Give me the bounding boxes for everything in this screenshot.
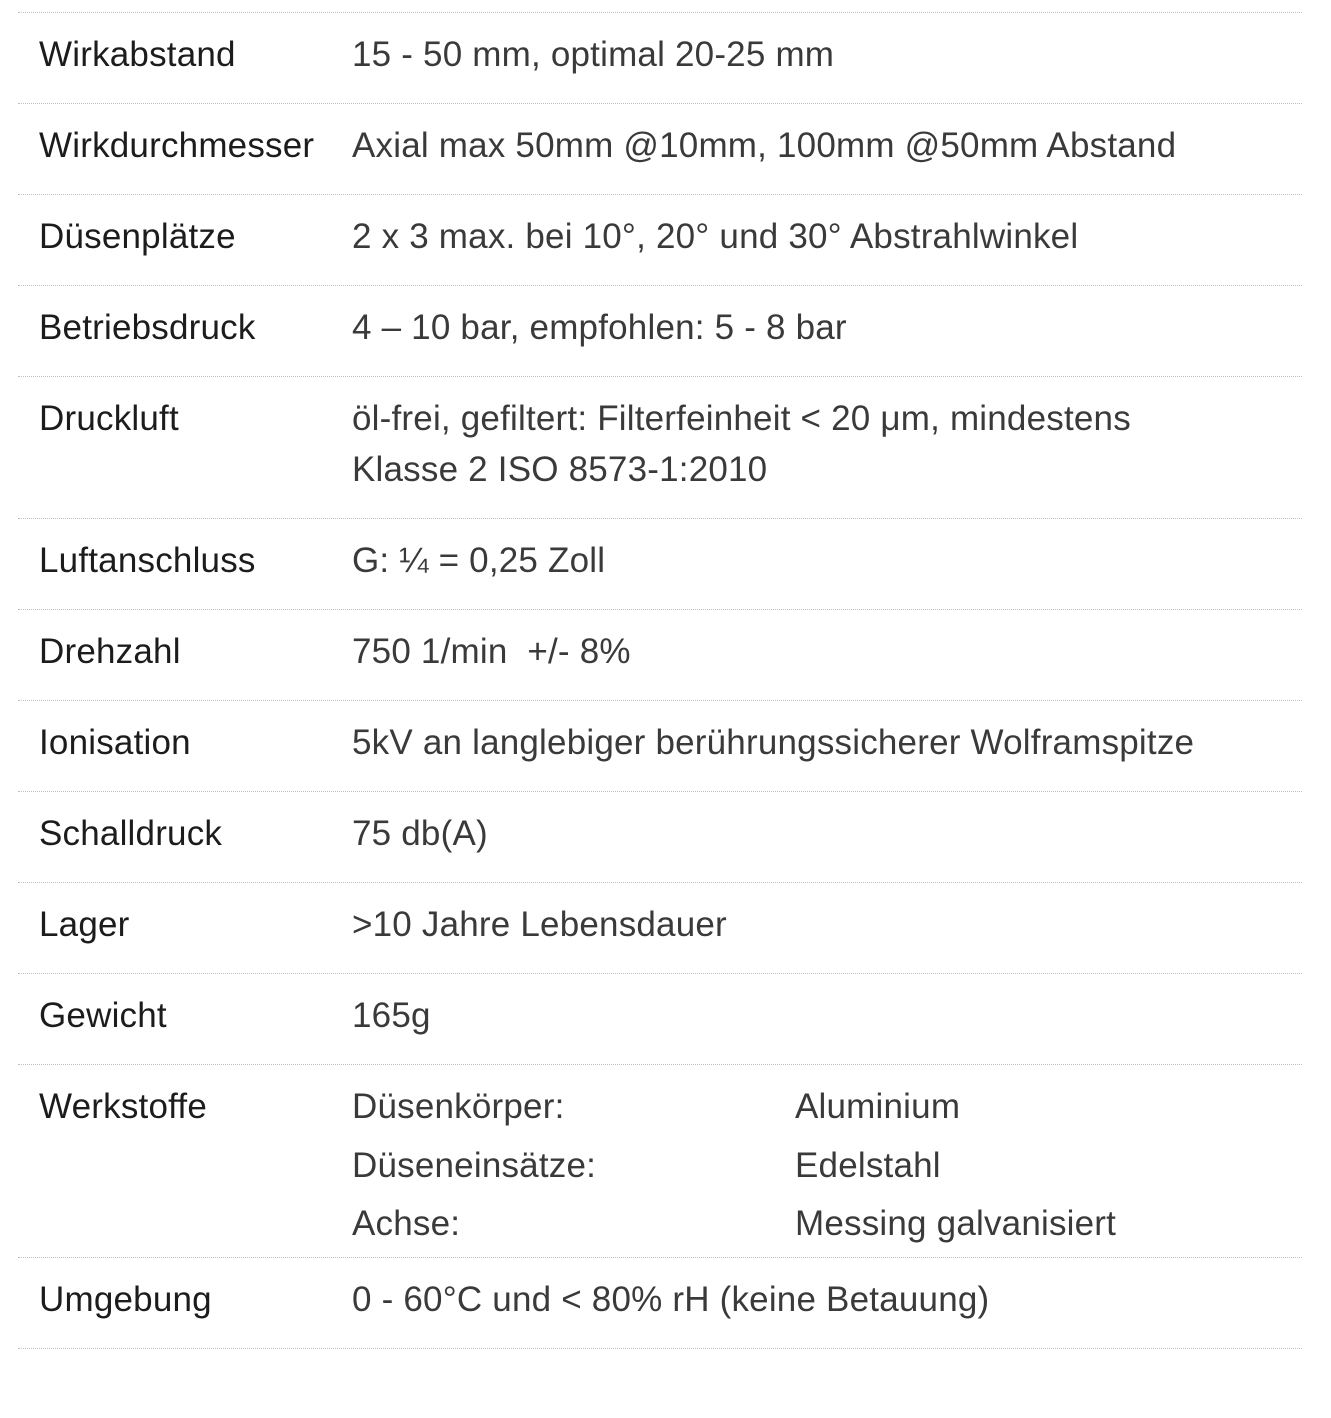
material-name: Edelstahl	[795, 1145, 941, 1185]
spec-value-line: Klasse 2 ISO 8573-1:2010	[352, 450, 768, 489]
spec-row-wirkdurchmesser	[18, 104, 1302, 195]
spec-value: 5kV an langlebiger berührungssicherer Wolframspitze	[352, 723, 1195, 762]
spec-value: 4 – 10 bar, empfohlen: 5 - 8 bar	[352, 308, 847, 347]
spec-value: 750 1/min +/- 8%	[352, 632, 631, 671]
spec-label: Ionisation	[39, 723, 191, 762]
spec-row-duesenplaetze	[18, 195, 1302, 286]
spec-row-luftanschluss	[18, 519, 1302, 610]
spec-value	[352, 393, 1302, 518]
materials-grid	[352, 1081, 1302, 1257]
spec-value: 75 db(A)	[352, 814, 488, 853]
spec-row-wirkabstand	[18, 13, 1302, 104]
spec-label: Werkstoffe	[39, 1087, 207, 1126]
spec-label: Schalldruck	[39, 814, 223, 853]
spec-value: 15 - 50 mm, optimal 20-25 mm	[352, 35, 835, 74]
spec-row-gewicht	[18, 974, 1302, 1065]
material-part: Achse:	[352, 1204, 461, 1244]
material-name: Aluminium	[795, 1087, 961, 1126]
spec-label: Gewicht	[39, 996, 167, 1035]
spec-value: 165g	[352, 996, 431, 1035]
spec-label: Wirkdurchmesser	[39, 126, 315, 165]
spec-label: Betriebsdruck	[39, 308, 256, 347]
spec-value: 2 x 3 max. bei 10°, 20° und 30° Abstrahlwinkel	[352, 217, 1079, 256]
material-part: Düsenkörper:	[352, 1087, 565, 1126]
spec-value-line: öl-frei, gefiltert: Filterfeinheit < 20 μm, mindestens	[352, 399, 1131, 438]
spec-value: >10 Jahre Lebensdauer	[352, 905, 727, 944]
spec-row-lager	[18, 883, 1302, 974]
spec-row-ionisation	[18, 701, 1302, 792]
spec-label: Drehzahl	[39, 632, 181, 671]
spec-row-werkstoffe	[18, 1065, 1302, 1258]
spec-row-schalldruck	[18, 792, 1302, 883]
spec-row-betriebsdruck	[18, 286, 1302, 377]
spec-value: Axial max 50mm @10mm, 100mm @50mm Abstand	[352, 126, 1177, 165]
spec-label: Wirkabstand	[39, 35, 236, 74]
material-part: Düseneinsätze:	[352, 1145, 597, 1185]
spec-table	[18, 12, 1302, 1349]
spec-value: G: ¼ = 0,25 Zoll	[352, 541, 606, 580]
spec-label: Lager	[39, 905, 130, 944]
spec-value: 0 - 60°C und < 80% rH (keine Betauung)	[352, 1280, 990, 1319]
spec-label: Umgebung	[39, 1280, 212, 1319]
spec-row-drehzahl	[18, 610, 1302, 701]
spec-label: Druckluft	[39, 399, 179, 438]
spec-row-umgebung	[18, 1258, 1302, 1349]
material-name: Messing galvanisiert	[795, 1204, 1117, 1244]
spec-row-druckluft	[18, 377, 1302, 519]
spec-label: Luftanschluss	[39, 541, 256, 580]
spec-label: Düsenplätze	[39, 217, 236, 256]
